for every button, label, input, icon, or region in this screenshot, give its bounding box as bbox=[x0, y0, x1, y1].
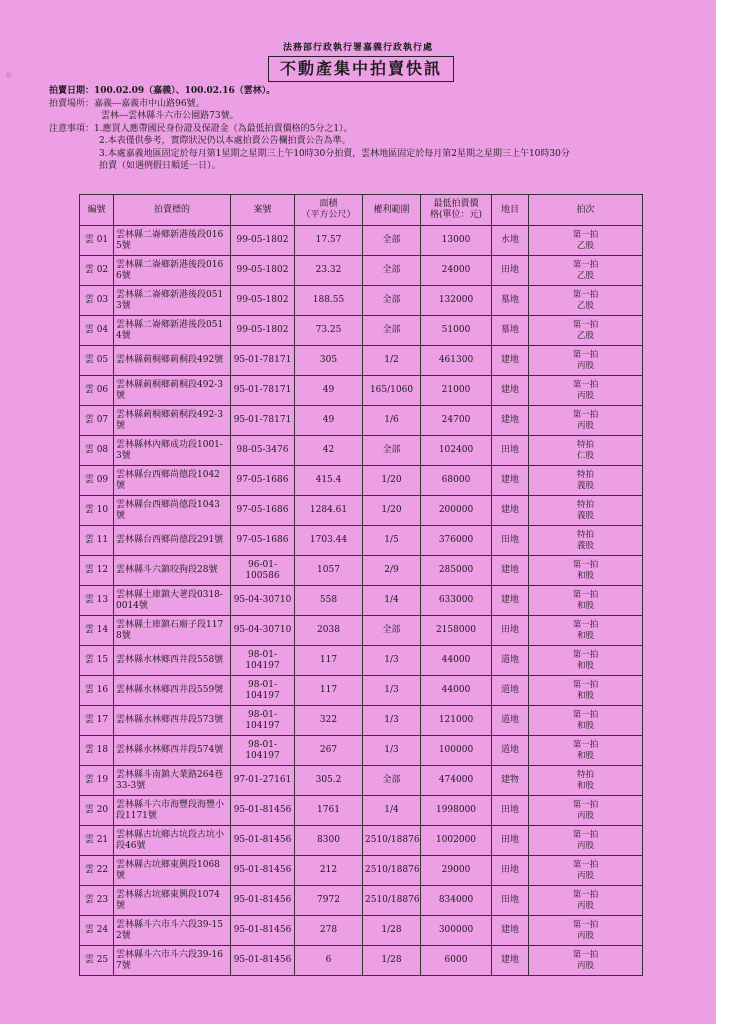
cell-price: 474000 bbox=[421, 766, 492, 796]
cell-area: 23.32 bbox=[295, 256, 363, 286]
cell-price: 834000 bbox=[421, 886, 492, 916]
table-row bbox=[80, 586, 643, 616]
cell-area: 8300 bbox=[295, 826, 363, 856]
cell-rights: 1/3 bbox=[363, 736, 421, 766]
cell-case: 99-05-1802 bbox=[231, 226, 295, 256]
cell-rights: 2510/18876 bbox=[363, 856, 421, 886]
cell-area: 305.2 bbox=[295, 766, 363, 796]
cell-round: 第一拍 乙股 bbox=[529, 256, 643, 286]
cell-round: 第一拍 丙股 bbox=[529, 796, 643, 826]
cell-no: 雲 04 bbox=[80, 316, 114, 346]
cell-price: 285000 bbox=[421, 556, 492, 586]
cell-rights: 1/4 bbox=[363, 796, 421, 826]
cell-target: 雲林縣古坑鄉東興段1074號 bbox=[114, 886, 231, 916]
cell-no: 雲 08 bbox=[80, 436, 114, 466]
auction-date-value: 100.02.09（嘉義）、100.02.16（雲林）。 bbox=[94, 86, 276, 96]
cell-no: 雲 13 bbox=[80, 586, 114, 616]
cell-area: 188.55 bbox=[295, 286, 363, 316]
cell-round: 第一拍 和股 bbox=[529, 556, 643, 586]
notes-label: 注意事項： bbox=[49, 123, 95, 134]
cell-land-use: 墓地 bbox=[492, 316, 529, 346]
cell-land-use: 田地 bbox=[492, 856, 529, 886]
cell-round: 第一拍 和股 bbox=[529, 736, 643, 766]
table-header-row bbox=[80, 195, 643, 226]
cell-rights: 1/3 bbox=[363, 646, 421, 676]
cell-rights: 1/28 bbox=[363, 916, 421, 946]
cell-land-use: 建地 bbox=[492, 556, 529, 586]
cell-no: 雲 21 bbox=[80, 826, 114, 856]
cell-no: 雲 24 bbox=[80, 916, 114, 946]
cell-rights: 全部 bbox=[363, 316, 421, 346]
table-row bbox=[80, 796, 643, 826]
table-row bbox=[80, 286, 643, 316]
cell-round: 第一拍 乙股 bbox=[529, 226, 643, 256]
table-row bbox=[80, 676, 643, 706]
auction-place-chiayi: 嘉義---嘉義市中山路96號。 bbox=[94, 98, 205, 109]
cell-land-use: 水地 bbox=[492, 226, 529, 256]
cell-area: 1703.44 bbox=[295, 526, 363, 556]
table-row bbox=[80, 226, 643, 256]
auction-place-yunlin: 雲林---雲林縣斗六市公園路73號。 bbox=[101, 111, 239, 121]
cell-price: 6000 bbox=[421, 946, 492, 976]
cell-rights: 1/20 bbox=[363, 496, 421, 526]
cell-land-use: 田地 bbox=[492, 886, 529, 916]
cell-land-use: 建地 bbox=[492, 466, 529, 496]
cell-rights: 1/3 bbox=[363, 676, 421, 706]
cell-price: 633000 bbox=[421, 586, 492, 616]
cell-target: 雲林縣土庫鎮大荖段0318-0014號 bbox=[114, 586, 231, 616]
cell-rights: 全部 bbox=[363, 256, 421, 286]
cell-target: 雲林縣斗六鎮咬狗段28號 bbox=[114, 556, 231, 586]
cell-price: 24000 bbox=[421, 256, 492, 286]
table-row bbox=[80, 466, 643, 496]
cell-no: 雲 03 bbox=[80, 286, 114, 316]
cell-rights: 全部 bbox=[363, 286, 421, 316]
cell-area: 117 bbox=[295, 676, 363, 706]
cell-land-use: 墓地 bbox=[492, 286, 529, 316]
table-row bbox=[80, 646, 643, 676]
cell-land-use: 建地 bbox=[492, 946, 529, 976]
cell-target: 雲林縣斗六市斗六段39-167號 bbox=[114, 946, 231, 976]
cell-target: 雲林縣斗六市斗六段39-152號 bbox=[114, 916, 231, 946]
cell-no: 雲 16 bbox=[80, 676, 114, 706]
cell-no: 雲 10 bbox=[80, 496, 114, 526]
cell-round: 第一拍 乙股 bbox=[529, 286, 643, 316]
auction-place-label: 拍賣場所： bbox=[49, 98, 95, 109]
cell-no: 雲 07 bbox=[80, 406, 114, 436]
cell-case: 99-05-1802 bbox=[231, 286, 295, 316]
cell-target: 雲林縣二崙鄉新港後段0514號 bbox=[114, 316, 231, 346]
cell-target: 雲林縣台西鄉尚德段1042號 bbox=[114, 466, 231, 496]
cell-area: 1761 bbox=[295, 796, 363, 826]
cell-target: 雲林縣二崙鄉新港後段0165號 bbox=[114, 226, 231, 256]
cell-price: 21000 bbox=[421, 376, 492, 406]
note-2: 2.本表僅供參考，實際狀況仍以本處拍賣公告欄拍賣公告為準。 bbox=[99, 136, 351, 146]
cell-case: 96-01-100586 bbox=[231, 556, 295, 586]
table-row bbox=[80, 376, 643, 406]
cell-area: 1284.61 bbox=[295, 496, 363, 526]
cell-case: 99-05-1802 bbox=[231, 256, 295, 286]
cell-case: 98-01-104197 bbox=[231, 676, 295, 706]
cell-price: 300000 bbox=[421, 916, 492, 946]
cell-area: 267 bbox=[295, 736, 363, 766]
header-case: 案號 bbox=[231, 195, 295, 226]
cell-area: 42 bbox=[295, 436, 363, 466]
cell-area: 117 bbox=[295, 646, 363, 676]
cell-land-use: 道地 bbox=[492, 646, 529, 676]
cell-land-use: 建地 bbox=[492, 376, 529, 406]
cell-no: 雲 17 bbox=[80, 706, 114, 736]
cell-rights: 1/6 bbox=[363, 406, 421, 436]
cell-price: 68000 bbox=[421, 466, 492, 496]
table-row bbox=[80, 706, 643, 736]
cell-target: 雲林縣二崙鄉新港後段0166號 bbox=[114, 256, 231, 286]
cell-case: 95-01-81456 bbox=[231, 826, 295, 856]
cell-no: 雲 12 bbox=[80, 556, 114, 586]
cell-area: 49 bbox=[295, 376, 363, 406]
cell-case: 98-05-3476 bbox=[231, 436, 295, 466]
cell-price: 29000 bbox=[421, 856, 492, 886]
cell-rights: 2510/18876 bbox=[363, 886, 421, 916]
header-price: 最低拍賣價 格(單位：元) bbox=[421, 195, 492, 226]
cell-price: 44000 bbox=[421, 676, 492, 706]
cell-no: 雲 22 bbox=[80, 856, 114, 886]
cell-land-use: 道地 bbox=[492, 706, 529, 736]
cell-round: 第一拍 乙股 bbox=[529, 316, 643, 346]
table-row bbox=[80, 316, 643, 346]
cell-price: 121000 bbox=[421, 706, 492, 736]
header-land-use: 地目 bbox=[492, 195, 529, 226]
cell-price: 102400 bbox=[421, 436, 492, 466]
cell-area: 7972 bbox=[295, 886, 363, 916]
table-row bbox=[80, 496, 643, 526]
cell-round: 第一拍 丙股 bbox=[529, 826, 643, 856]
auction-place-line bbox=[49, 98, 689, 111]
cell-case: 95-01-78171 bbox=[231, 376, 295, 406]
cell-price: 100000 bbox=[421, 736, 492, 766]
document-title: 不動產集中拍賣快訊 bbox=[268, 56, 454, 82]
cell-rights: 1/5 bbox=[363, 526, 421, 556]
cell-rights: 1/28 bbox=[363, 946, 421, 976]
cell-target: 雲林縣古坑鄉古坑段古坑小段46號 bbox=[114, 826, 231, 856]
cell-land-use: 田地 bbox=[492, 616, 529, 646]
cell-price: 1002000 bbox=[421, 826, 492, 856]
cell-price: 376000 bbox=[421, 526, 492, 556]
table-row bbox=[80, 556, 643, 586]
cell-area: 2038 bbox=[295, 616, 363, 646]
cell-round: 特拍 仁股 bbox=[529, 436, 643, 466]
cell-area: 212 bbox=[295, 856, 363, 886]
cell-rights: 1/4 bbox=[363, 586, 421, 616]
cell-case: 95-01-78171 bbox=[231, 406, 295, 436]
cell-rights: 1/2 bbox=[363, 346, 421, 376]
cell-case: 97-05-1686 bbox=[231, 496, 295, 526]
cell-target: 雲林縣水林鄉西井段558號 bbox=[114, 646, 231, 676]
cell-no: 雲 05 bbox=[80, 346, 114, 376]
cell-no: 雲 01 bbox=[80, 226, 114, 256]
auction-date-label: 拍賣日期： bbox=[49, 86, 95, 96]
table-row bbox=[80, 436, 643, 466]
header-round: 拍次 bbox=[529, 195, 643, 226]
cell-target: 雲林縣莿桐鄉莿桐段492-3號 bbox=[114, 376, 231, 406]
cell-land-use: 建地 bbox=[492, 496, 529, 526]
cell-land-use: 建物 bbox=[492, 766, 529, 796]
cell-no: 雲 25 bbox=[80, 946, 114, 976]
cell-rights: 2/9 bbox=[363, 556, 421, 586]
cell-round: 第一拍 和股 bbox=[529, 646, 643, 676]
cell-rights: 1/20 bbox=[363, 466, 421, 496]
cell-no: 雲 19 bbox=[80, 766, 114, 796]
cell-case: 97-05-1686 bbox=[231, 526, 295, 556]
cell-no: 雲 20 bbox=[80, 796, 114, 826]
cell-case: 99-05-1802 bbox=[231, 316, 295, 346]
cell-target: 雲林縣水林鄉西井段559號 bbox=[114, 676, 231, 706]
cell-target: 雲林縣斗南鎮大業路264巷33-3號 bbox=[114, 766, 231, 796]
cell-rights: 全部 bbox=[363, 616, 421, 646]
header-area: 面積 （平方公尺） bbox=[295, 195, 363, 226]
table-row bbox=[80, 346, 643, 376]
cell-no: 雲 15 bbox=[80, 646, 114, 676]
cell-case: 95-04-30710 bbox=[231, 616, 295, 646]
auction-table bbox=[79, 194, 643, 976]
auction-info bbox=[49, 85, 689, 173]
cell-round: 第一拍 丙股 bbox=[529, 346, 643, 376]
table-row bbox=[80, 946, 643, 976]
cell-land-use: 建地 bbox=[492, 916, 529, 946]
cell-price: 2158000 bbox=[421, 616, 492, 646]
cell-target: 雲林縣斗六市海豐段海豐小段1171號 bbox=[114, 796, 231, 826]
notes-line-1 bbox=[49, 123, 689, 136]
agency-name: 法務部行政執行署嘉義行政執行處 bbox=[282, 43, 433, 53]
cell-area: 415.4 bbox=[295, 466, 363, 496]
cell-case: 98-01-104197 bbox=[231, 646, 295, 676]
cell-no: 雲 18 bbox=[80, 736, 114, 766]
table-row bbox=[80, 406, 643, 436]
cell-no: 雲 23 bbox=[80, 886, 114, 916]
cell-case: 95-01-81456 bbox=[231, 916, 295, 946]
table-row bbox=[80, 856, 643, 886]
cell-price: 1998000 bbox=[421, 796, 492, 826]
header-rights: 權利範圍 bbox=[363, 195, 421, 226]
cell-price: 461300 bbox=[421, 346, 492, 376]
table-row bbox=[80, 256, 643, 286]
cell-area: 17.57 bbox=[295, 226, 363, 256]
cell-target: 雲林縣水林鄉西井段574號 bbox=[114, 736, 231, 766]
cell-land-use: 田地 bbox=[492, 796, 529, 826]
cell-land-use: 道地 bbox=[492, 676, 529, 706]
cell-case: 95-04-30710 bbox=[231, 586, 295, 616]
cell-round: 第一拍 和股 bbox=[529, 616, 643, 646]
cell-case: 97-01-27161 bbox=[231, 766, 295, 796]
cell-price: 200000 bbox=[421, 496, 492, 526]
cell-round: 特拍 義股 bbox=[529, 466, 643, 496]
cell-round: 特拍 義股 bbox=[529, 496, 643, 526]
cell-round: 第一拍 丙股 bbox=[529, 856, 643, 886]
cell-round: 第一拍 丙股 bbox=[529, 376, 643, 406]
cell-case: 95-01-81456 bbox=[231, 856, 295, 886]
cell-price: 44000 bbox=[421, 646, 492, 676]
cell-rights: 2510/18876 bbox=[363, 826, 421, 856]
cell-rights: 全部 bbox=[363, 766, 421, 796]
cell-rights: 1/3 bbox=[363, 706, 421, 736]
auction-date-line bbox=[49, 85, 689, 98]
cell-target: 雲林縣莿桐鄉莿桐段492-3號 bbox=[114, 406, 231, 436]
cell-case: 95-01-81456 bbox=[231, 946, 295, 976]
table-row bbox=[80, 916, 643, 946]
cell-target: 雲林縣古坑鄉東興段1068號 bbox=[114, 856, 231, 886]
cell-price: 132000 bbox=[421, 286, 492, 316]
cell-rights: 165/1060 bbox=[363, 376, 421, 406]
cell-no: 雲 11 bbox=[80, 526, 114, 556]
cell-rights: 全部 bbox=[363, 436, 421, 466]
cell-land-use: 建地 bbox=[492, 586, 529, 616]
cell-price: 13000 bbox=[421, 226, 492, 256]
cell-case: 98-01-104197 bbox=[231, 736, 295, 766]
cell-round: 第一拍 和股 bbox=[529, 586, 643, 616]
note-3a: 3.本處嘉義地區固定於每月第1星期之星期三上午10時30分拍賣，雲林地區固定於每月第2星期之星期三上午10時30分 bbox=[99, 148, 570, 159]
cell-case: 95-01-78171 bbox=[231, 346, 295, 376]
cell-round: 第一拍 和股 bbox=[529, 706, 643, 736]
cell-target: 雲林縣莿桐鄉莿桐段492號 bbox=[114, 346, 231, 376]
note-3b: 拍賣（如遇例假日順延一日）。 bbox=[99, 161, 221, 171]
cell-target: 雲林縣台西鄉尚德段291號 bbox=[114, 526, 231, 556]
cell-area: 558 bbox=[295, 586, 363, 616]
cell-no: 雲 02 bbox=[80, 256, 114, 286]
cell-target: 雲林縣水林鄉西井段573號 bbox=[114, 706, 231, 736]
cell-area: 6 bbox=[295, 946, 363, 976]
cell-case: 98-01-104197 bbox=[231, 706, 295, 736]
cell-no: 雲 14 bbox=[80, 616, 114, 646]
cell-no: 雲 06 bbox=[80, 376, 114, 406]
cell-land-use: 田地 bbox=[492, 256, 529, 286]
cell-land-use: 田地 bbox=[492, 436, 529, 466]
cell-round: 第一拍 丙股 bbox=[529, 886, 643, 916]
note-1: 1.應買人應帶國民身份證及保證金（為最低拍賣價格的5分之1）。 bbox=[94, 123, 353, 134]
table-row bbox=[80, 886, 643, 916]
table-row bbox=[80, 526, 643, 556]
cell-land-use: 田地 bbox=[492, 526, 529, 556]
cell-round: 特拍 義股 bbox=[529, 526, 643, 556]
cell-price: 51000 bbox=[421, 316, 492, 346]
cell-target: 雲林縣土庫鎮石廟子段1178號 bbox=[114, 616, 231, 646]
table-row bbox=[80, 766, 643, 796]
cell-case: 95-01-81456 bbox=[231, 796, 295, 826]
cell-no: 雲 09 bbox=[80, 466, 114, 496]
table-row bbox=[80, 616, 643, 646]
cell-land-use: 田地 bbox=[492, 826, 529, 856]
cell-land-use: 道地 bbox=[492, 736, 529, 766]
cell-target: 雲林縣台西鄉尚德段1043號 bbox=[114, 496, 231, 526]
cell-area: 49 bbox=[295, 406, 363, 436]
cell-target: 雲林縣林內鄉成功段1001-3號 bbox=[114, 436, 231, 466]
cell-rights: 全部 bbox=[363, 226, 421, 256]
header-no: 編號 bbox=[80, 195, 114, 226]
cell-land-use: 建地 bbox=[492, 406, 529, 436]
cell-area: 305 bbox=[295, 346, 363, 376]
header-target: 拍賣標的 bbox=[114, 195, 231, 226]
cell-area: 278 bbox=[295, 916, 363, 946]
cell-area: 322 bbox=[295, 706, 363, 736]
cell-price: 24700 bbox=[421, 406, 492, 436]
cell-target: 雲林縣二崙鄉新港後段0513號 bbox=[114, 286, 231, 316]
cell-area: 73.25 bbox=[295, 316, 363, 346]
cell-area: 1057 bbox=[295, 556, 363, 586]
punch-mark bbox=[6, 72, 12, 78]
table-row bbox=[80, 736, 643, 766]
cell-case: 97-05-1686 bbox=[231, 466, 295, 496]
cell-round: 第一拍 丙股 bbox=[529, 916, 643, 946]
cell-round: 第一拍 丙股 bbox=[529, 946, 643, 976]
cell-case: 95-01-81456 bbox=[231, 886, 295, 916]
cell-round: 第一拍 和股 bbox=[529, 676, 643, 706]
cell-round: 特拍 和股 bbox=[529, 766, 643, 796]
table-row bbox=[80, 826, 643, 856]
cell-round: 第一拍 丙股 bbox=[529, 406, 643, 436]
cell-land-use: 建地 bbox=[492, 346, 529, 376]
